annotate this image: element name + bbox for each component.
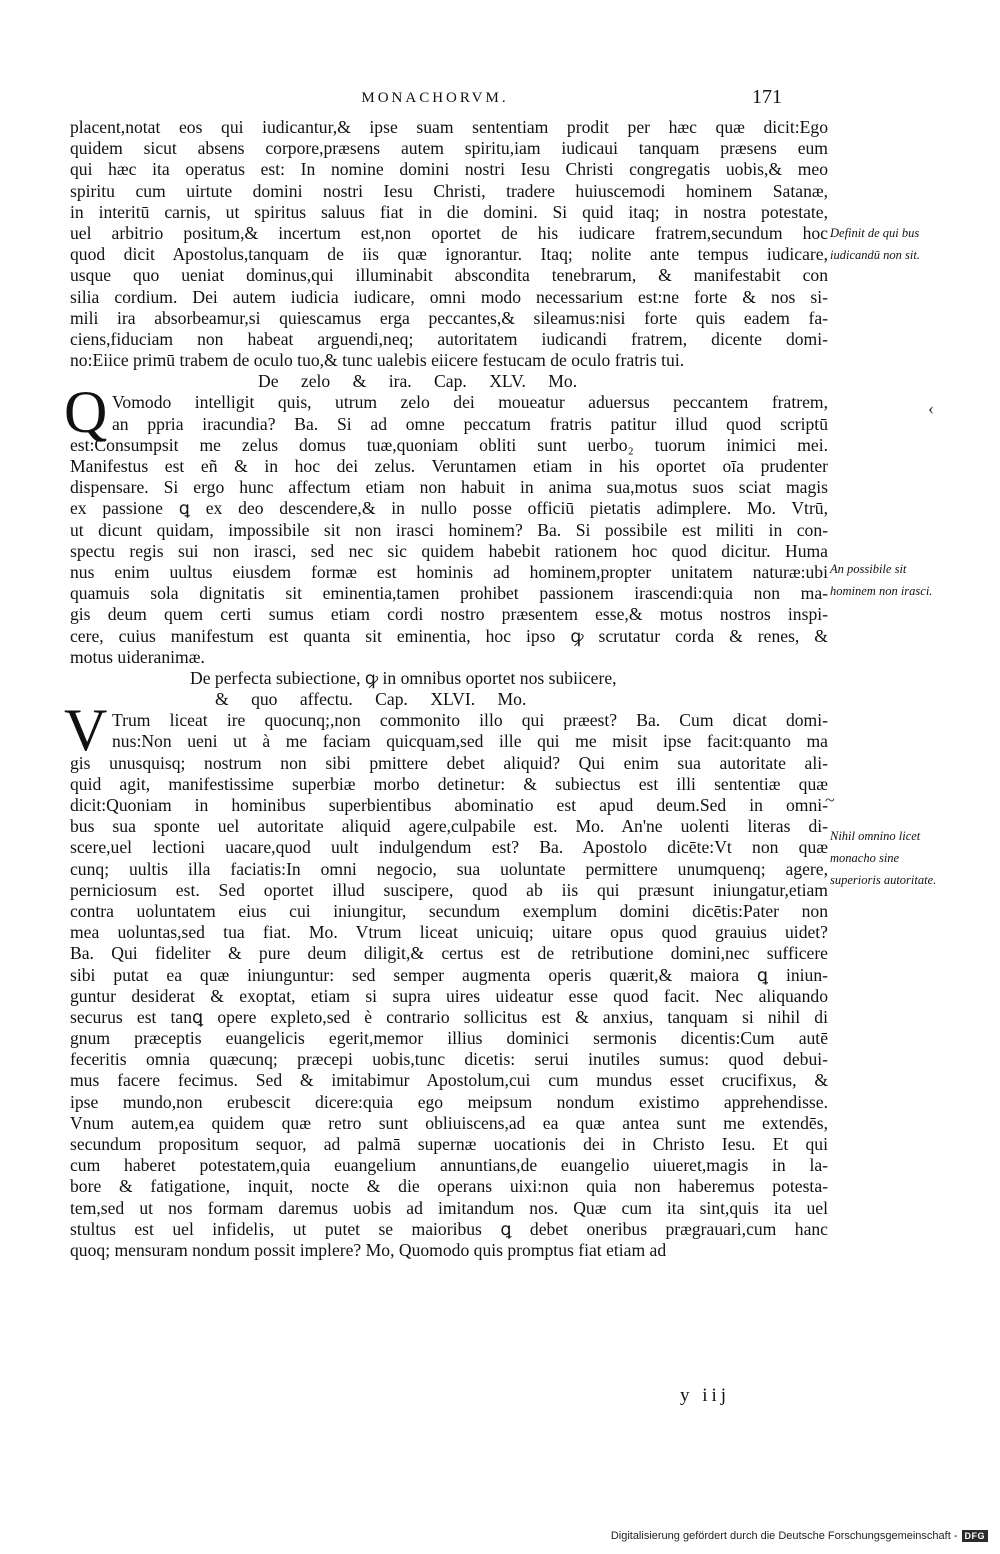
text-line: mili ira absorbeamur,si quiescamus erga peccantes,& sileamus:nisi forte quis eadem fa-: [70, 307, 828, 328]
footer-text: Digitalisierung gefördert durch die Deutsche Forschungsgemeinschaft -: [610, 1530, 958, 1542]
text-line: Vomodo intelligit quis, utrum zelo dei moueatur aduersus peccantem fratrem,: [112, 392, 828, 413]
text-line: spectu regis sui non irasci, sed nec sic quidem habebit rationem hoc quod dicitur. Huma: [70, 540, 828, 561]
text-line: motus uideranimæ.: [70, 646, 205, 667]
marginal-note-1: Definit de qui bus iudicandū non sit.: [830, 226, 920, 262]
text-line: ipse mundo,non erubescit dicere:quia ego meipsum nondum existimo apprehendisse.: [70, 1091, 828, 1112]
chapter-heading-46-line-1: De perfecta subiectione, ꝙ in omnibus oportet nos subiicere,: [190, 667, 617, 688]
text-line: quid agit, manifestissime superbiæ morbo detinetur: & subiectus est illi sententiæ quæ: [70, 773, 828, 794]
text-line: stultus est uel infidelis, ut putet se maioribus ꝗ debet oneribus prægrauari,cum hanc: [70, 1218, 828, 1239]
text-line: Ba. Qui fideliter & pure deum diligit,& certus est de retributione domini,nec sufficere: [70, 943, 828, 964]
text-line: bus sua sponte uel autoritate aliquid agere,culpabile est. Mo. An'ne uolenti literas di-: [70, 816, 828, 837]
text-line: dispensare. Si ergo hunc affectum etiam non habuit in anima sua,motus suos sciat magis: [70, 477, 828, 498]
text-line: spiritu cum uirtute domini nostri Iesu Christi, tradere huiuscemodi hominem Satanæ,: [70, 180, 828, 201]
text-line: gis unusquisq; nostrum non sibi pmittere debet aliquid? Qui enim sua autoritate ali-: [70, 752, 828, 773]
text-line: quoq; mensuram nondum possit implere? Mo, Quomodo quis promptus fiat etiam ad: [70, 1239, 667, 1260]
signature-mark: y iij: [680, 1385, 731, 1406]
text-line: cum haberet potestatem,quia euangelium annuntians,de euangelio uiueret,magis in la-: [70, 1155, 828, 1176]
margin-mark-1: ‹: [928, 398, 934, 418]
text-line: cere, cuius manifestum est quanta sit eminentia, hoc ipso ꝙ scrutatur corda & renes, &: [70, 625, 828, 646]
text-line: ciens,fiduciam non habeat arguendi,neq; autoritatem iudicandi fratrem, dicente domi-: [70, 328, 828, 349]
text-line: placent,notat eos qui iudicantur,& ipse suam sententiam prodit per hæc quæ dicit:Ego: [70, 117, 828, 137]
text-line: bore & fatigatione, inquit, nocte & die operans uixi:non quia non haberemus potesta-: [70, 1176, 828, 1197]
running-head: MONACHORVM.: [361, 90, 509, 106]
text-line: silia cordium. Dei autem iudicia iudicare, omni modo necessarium est:ne forte & nos si-: [70, 286, 828, 307]
text-line: quidem sicut absens corpore,præsens autem spiritu,iam iudicaui tanquam præsens eum: [70, 138, 828, 159]
text-line: guntur desiderat & exoptat, etiam si supra uires uideatur esse quod facit. Nec aliquando: [70, 985, 828, 1006]
text-line: mea uoluntas,sed tua fiat. Mo. Vtrum liceat unicuiq; uitare opus quod grauius uidet?: [70, 922, 828, 943]
text-line: qui hæc ita operatus est: In nomine domini nostri Iesu Christi congregatis uobis,& meo: [70, 159, 828, 180]
text-line: uel arbitrio positum,& incertum est,non oportet de his iudicare fratrem,secundum hoc: [70, 222, 828, 243]
text-line: an ppria iracundia? Ba. Si ad omne peccatum fratris patitur illud quod scriptū: [112, 413, 828, 434]
text-line: no:Eiice primū trabem de oculo tuo,& tunc ualebis eiicere festucam de oculo fratris tui.: [70, 350, 685, 371]
text-line: secundum propositum sequor, ad palmā supernæ uocationis dei in Christo Iesu. Et qui: [70, 1134, 828, 1154]
text-line: est:Consumpsit me zelus domus tuæ,quoniam obliti sunt uerbo₂ tuorum inimici mei.: [70, 434, 828, 455]
drop-cap-v: V: [64, 697, 108, 764]
text-line: in interitū carnis, ut spiritus saluus fiat in die domini. Si quid itaq; in nostra potestate,: [70, 201, 828, 222]
text-line: securus est tanꝗ opere expleto,sed è contrario sollicitus est & anxius, tanquam si nihil di: [70, 1006, 828, 1027]
section-3-text: [70, 710, 828, 1261]
section-2-text: [70, 392, 828, 667]
text-line: mus facere fecimus. Sed & imitabimur Apostolum,cui cum mundus esset crucifixus, &: [70, 1070, 828, 1091]
text-line: nus enim uultus eiusdem formæ est hominis ad hominem,propter unitatem naturæ:ubi: [70, 561, 828, 582]
text-line: gnum præceptis euangelicis egerit,memor illius dominici sermonis dicentis:Cum autē: [70, 1028, 828, 1049]
margin-mark-2: ~: [825, 790, 835, 810]
body-text: [64, 117, 828, 1261]
text-line: perniciosum est. Sed oportet illud suscipere, quod ab iis qui præsunt iniungatur,etiam: [70, 879, 828, 900]
text-line: nus:Non ueni ut à me faciam quicquam,sed ille qui me misit ipse facit:quanto ma: [112, 731, 828, 752]
chapter-heading-45: De zelo & ira. Cap. XLV. Mo.: [258, 371, 578, 392]
text-line: Trum liceat ire quocunq;,non commonito illo qui præest? Ba. Cum dicat domi-: [112, 710, 828, 731]
digitization-footer: [611, 1530, 988, 1542]
text-line: Manifestus est eñ & in hoc dei zelus. Veruntamen etiam in his oportet oīa prudenter: [70, 456, 828, 476]
drop-cap-q: Q: [64, 379, 108, 446]
text-line: gis deum quem certi sumus etiam cordi nostro præsentem esse,& motus nostros inspi-: [70, 604, 828, 625]
text-line: sibi putat ea quæ iniunguntur: sed semper augmenta operis quærit,& maiora ꝗ iniun-: [70, 964, 828, 985]
marginal-note-2: An possibile sit hominem non irasci.: [830, 562, 933, 598]
text-line: usque quo ueniat dominus,qui illuminabit abscondita tenebrarum, & manifestabit con: [70, 265, 828, 286]
text-line: quamuis sola dignitatis sit eminentia,tamen prohibet passionem irascendi:quia non ma-: [70, 583, 828, 604]
text-line: contra uoluntatem eius cui iniungitur, secundum exemplum domini dicētis:Pater non: [70, 900, 828, 921]
text-line: quod dicit Apostolus,tanquam de iis quæ ignorantur. Itaq; nolite ante tempus iudicare,: [70, 244, 828, 265]
page-number: 171: [752, 86, 782, 108]
text-line: Vnum autem,ea quidem quæ retro sunt obliuiscens,ad ea quæ antea sunt me extendēs,: [70, 1112, 828, 1133]
section-1-text: [70, 117, 828, 371]
text-line: feceritis omnia quæcunq; præcepi uobis,tunc dicetis: serui inutiles sumus: quod debui-: [70, 1049, 828, 1070]
text-line: dicit:Quoniam in hominibus superbientibus abominatio est apud deum.Sed in omni-: [70, 795, 828, 815]
text-line: ut dicunt quidam, impossibile sit non irasci hominem? Ba. Si possibile est militi in con-: [70, 519, 828, 540]
dfg-logo: DFG: [962, 1530, 989, 1542]
text-line: cunq; uultis illa faciatis:In omni negocio, sua uoluntate permittere unumquenq; agere,: [70, 858, 828, 879]
text-line: scere,uel lectioni uacare,quod uult indulgendum est? Ba. Apostolo dicēte:Vt non quæ: [70, 837, 828, 858]
text-line: tem,sed ut nos formam daremus uobis ad imitandum nos. Quæ cum ita sint,quis ita uel: [70, 1197, 828, 1218]
marginal-note-3: Nihil omnino licet monacho sine superioris autoritate.: [830, 829, 937, 887]
text-line: ex passione ꝗ ex deo descendere,& in nullo posse officiū pietatis adimplere. Mo. Vtrū,: [70, 498, 828, 519]
chapter-heading-46-line-2: & quo affectu. Cap. XLVI. Mo.: [215, 689, 527, 710]
